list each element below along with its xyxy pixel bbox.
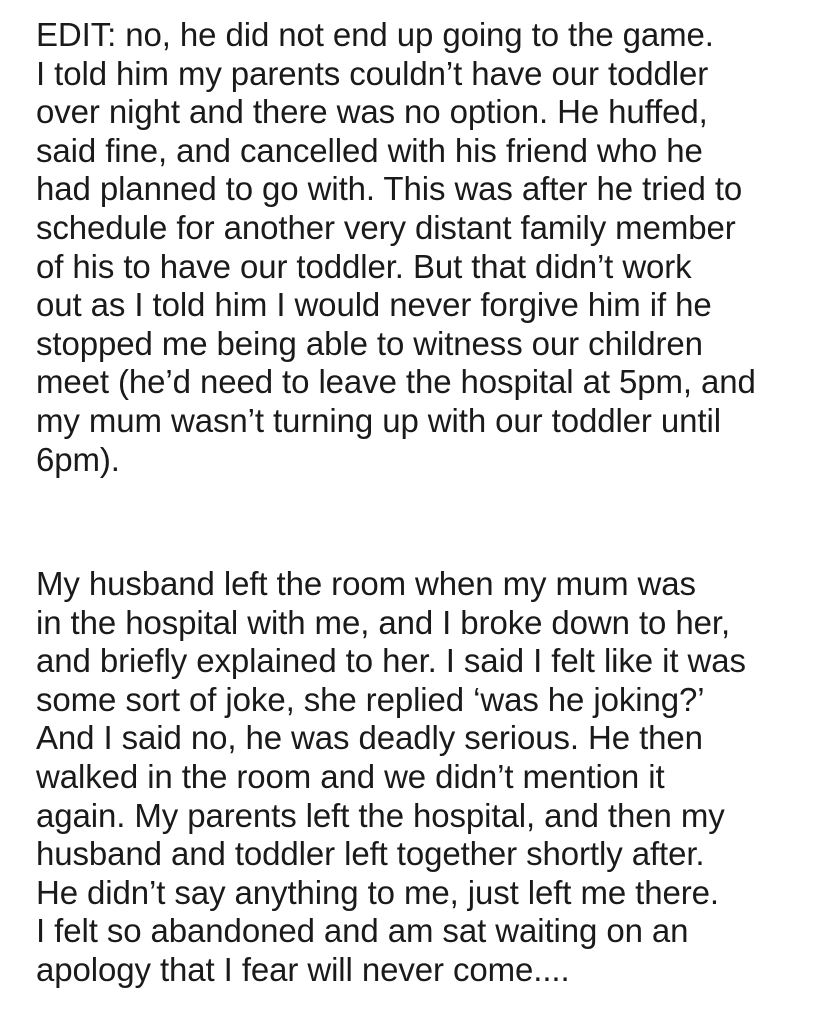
text-line: over night and there was no option. He huffed, <box>36 93 708 131</box>
text-line: schedule for another very distant family member <box>36 208 736 246</box>
text-line: in the hospital with me, and I broke down to her, <box>36 603 731 641</box>
paragraph-hospital-story <box>36 565 746 990</box>
text-line: And I said no, he was deadly serious. He then <box>36 719 703 757</box>
text-line: my mum wasn’t turning up with our toddler until <box>36 401 721 439</box>
text-line: walked in the room and we didn’t mention it <box>36 757 665 795</box>
paragraph-edit-note <box>36 16 756 479</box>
text-line: husband and toddler left together shortly after. <box>36 835 705 873</box>
text-line: of his to have our toddler. But that didn’t work <box>36 247 692 285</box>
text-line: He didn’t say anything to me, just left me there. <box>36 873 719 911</box>
text-line: out as I told him I would never forgive him if he <box>36 286 712 324</box>
text-line: EDIT: no, he did not end up going to the game. <box>36 16 714 53</box>
text-line: My husband left the room when my mum was <box>36 565 696 602</box>
text-line: 6pm). <box>36 440 120 478</box>
text-line: I felt so abandoned and am sat waiting on an <box>36 912 689 950</box>
text-line: had planned to go with. This was after he tried to <box>36 170 743 208</box>
text-line: meet (he’d need to leave the hospital at 5pm, and <box>36 363 756 401</box>
text-line: some sort of joke, she replied ‘was he joking?’ <box>36 680 705 718</box>
text-line: said fine, and cancelled with his friend who he <box>36 131 703 169</box>
text-line: again. My parents left the hospital, and then my <box>36 796 725 834</box>
text-line: I told him my parents couldn’t have our toddler <box>36 54 709 92</box>
text-line: apology that I fear will never come.... <box>36 950 570 988</box>
text-line: and briefly explained to her. I said I felt like it was <box>36 642 746 680</box>
text-line: stopped me being able to witness our children <box>36 324 703 362</box>
